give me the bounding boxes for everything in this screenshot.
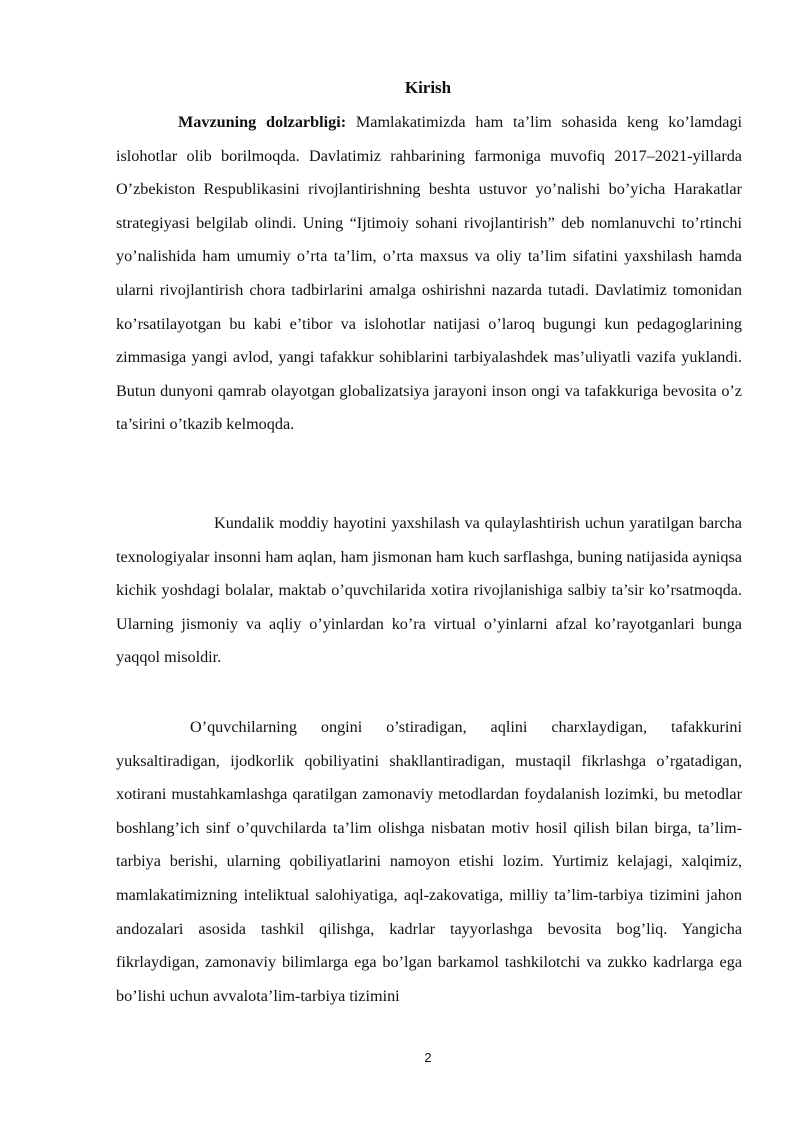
paragraph-block-3 [116,711,742,1013]
paragraph-3: O’quvchilarning ongini o’stiradigan, aqlini charxlaydigan, tafakkurini yuksaltiradigan, ijodkorlik qobiliyatini shakllantiradigan, mustaqil fikrlashga o’rgatadigan, xotirani mustahkamlashga qaratilgan zamonaviy metodlardan foydalanish lozimki, bu metodlar boshlang’ich sinf o’quvchilarda ta’lim olishga nisbatan motiv hosil qilish bilan birga, ta’lim-tarbiya berishi, ularning qobiliyatlarini namoyon etishi lozim. Yurtimiz kelajagi, xalqimiz, mamlakatimizning inteliktual salohiyatiga, aql-zakovatiga, milliy ta’lim-tarbiya tizimini jahon andozalari asosida tashkil qilishga, kadrlar tayyorlashga bevosita bog’liq. Yangicha fikrlaydigan, zamonaviy bilimlarga ega bo’lgan barkamol tashkilotchi va zukko kadrlarga ega bo’lishi uchun avvalota’lim-tarbiya tizimini [116,718,742,1005]
paragraph-1-text: Mamlakatimizda ham ta’lim sohasida keng ko’lamdagi islohotlar olib borilmoqda. Davlatimiz rahbarining farmoniga muvofiq 2017–2021-yillarda O’zbekiston Respublikasini rivojlantirishning beshta ustuvor yo’nalishi bo’yicha Harakatlar strategiyasi belgilab olindi. Uning “Ijtimoiy sohani rivojlantirish” deb nomlanuvchi to’rtinchi yo’nalishida ham umumiy o’rta ta’lim, o’rta maxsus va oliy ta’lim sifatini yaxshilash hamda ularni rivojlantirish chora tadbirlarini amalga oshirishni nazarda tutadi. Davlatimiz tomonidan ko’rsatilayotgan bu kabi e’tibor va islohotlar natijasi o’laroq bugungi kun pedagoglarining zimmasiga yangi avlod, yangi tafakkur sohiblarini tarbiyalashdek mas’uliyatli vazifa yuklandi. Butun dunyoni qamrab olayotgan globalizatsiya jarayoni inson ongi va tafakkuriga bevosita o’z ta’sirini o’tkazib kelmoqda. [116,113,743,434]
paragraph-block-2 [116,507,742,675]
paragraph-1 [116,106,742,442]
page-title: Kirish [404,78,452,97]
paragraph-1-lead: Mavzuning dolzarbligi: [178,113,347,131]
paragraph-2: Kundalik moddiy hayotini yaxshilash va qulaylashtirish uchun yaratilgan barcha texnologiyalar insonni ham aqlan, ham jismonan ham kuch sarflashga, buning natijasida ayniqsa kichik yoshdagi bolalar, maktab o’quvchilarida xotira rivojlanishiga salbiy ta’sir ko’rsatmoqda. Ularning jismoniy va aqliy o’yinlardan ko’ra virtual o’yinlarni afzal ko’rayotganlari bunga yaqqol misoldir. [116,514,742,667]
paragraph-block-1 [116,106,742,442]
page-number: 2 [424,1050,432,1065]
